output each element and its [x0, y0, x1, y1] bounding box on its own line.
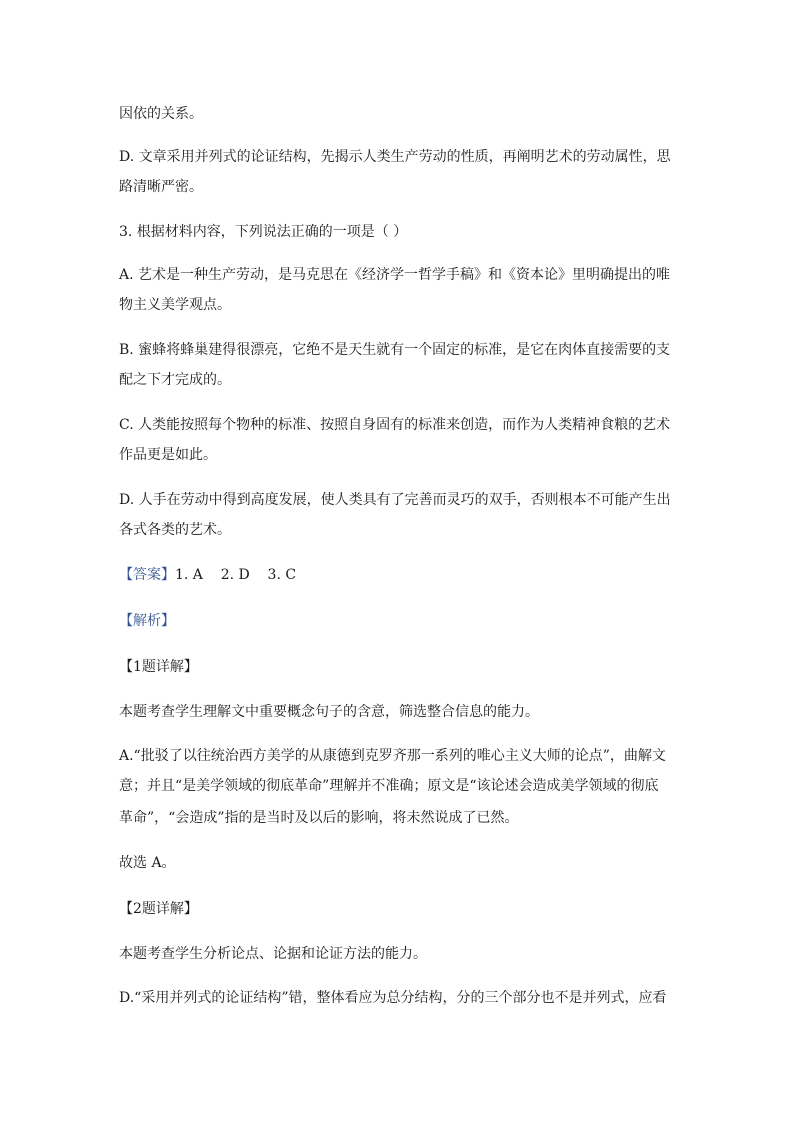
section-heading: 【1题详解】: [119, 659, 198, 675]
text-line: 作品更是如此。: [119, 447, 217, 463]
text-line: 因依的关系。: [119, 106, 203, 122]
section-heading: 【2题详解】: [119, 901, 198, 917]
analysis-label: 【解析】: [119, 613, 175, 629]
option-c: C. 人类能按照每个物种的标准、按照自身固有的标准来创造，而作为人类精神食粮的艺术: [119, 417, 671, 433]
answer-text: 1. A 2. D 3. C: [175, 567, 297, 583]
text-line: D. 文章采用并列式的论证结构，先揭示人类生产劳动的性质，再阐明艺术的劳动属性，思: [119, 149, 671, 165]
option-b: B. 蜜蜂将蜂巢建得很漂亮，它绝不是天生就有一个固定的标准，是它在肉体直接需要的支: [119, 342, 671, 358]
text-line: 配之下才完成的。: [119, 372, 231, 388]
option-d: D. 人手在劳动中得到高度发展，使人类具有了完善而灵巧的双手，否则根本不可能产生出: [119, 492, 671, 508]
text-line: 意；并且“是美学领域的彻底革命”理解并不准确；原文是“该论述会造成美学领域的彻底: [119, 778, 659, 794]
answer-label: 【答案】: [119, 567, 175, 583]
answer-line: [119, 567, 296, 583]
text-line: A.“批驳了以往统治西方美学的从康德到克罗齐那一系列的唯心主义大师的论点”，曲解文: [119, 748, 666, 764]
text-line: 物主义美学观点。: [119, 297, 231, 313]
text-line: 革命”，“会造成”指的是当时及以后的影响，将未然说成了已然。: [119, 810, 519, 826]
text-line: 路清晰严密。: [119, 179, 203, 195]
option-a: A. 艺术是一种生产劳动，是马克思在《经济学一哲学手稿》和《资本论》里明确提出的唯: [119, 267, 671, 283]
text-line: 本题考查学生分析论点、论据和论证方法的能力。: [119, 946, 427, 962]
text-line: 本题考查学生理解文中重要概念句子的含意，筛选整合信息的能力。: [119, 704, 539, 720]
text-line: 各式各类的艺术。: [119, 522, 231, 538]
question-3: 3. 根据材料内容，下列说法正确的一项是（ ）: [119, 224, 408, 240]
text-line: D.“采用并列式的论证结构”错，整体看应为总分结构，分的三个部分也不是并列式，应看: [119, 990, 667, 1006]
text-line: 故选 A。: [119, 855, 176, 871]
